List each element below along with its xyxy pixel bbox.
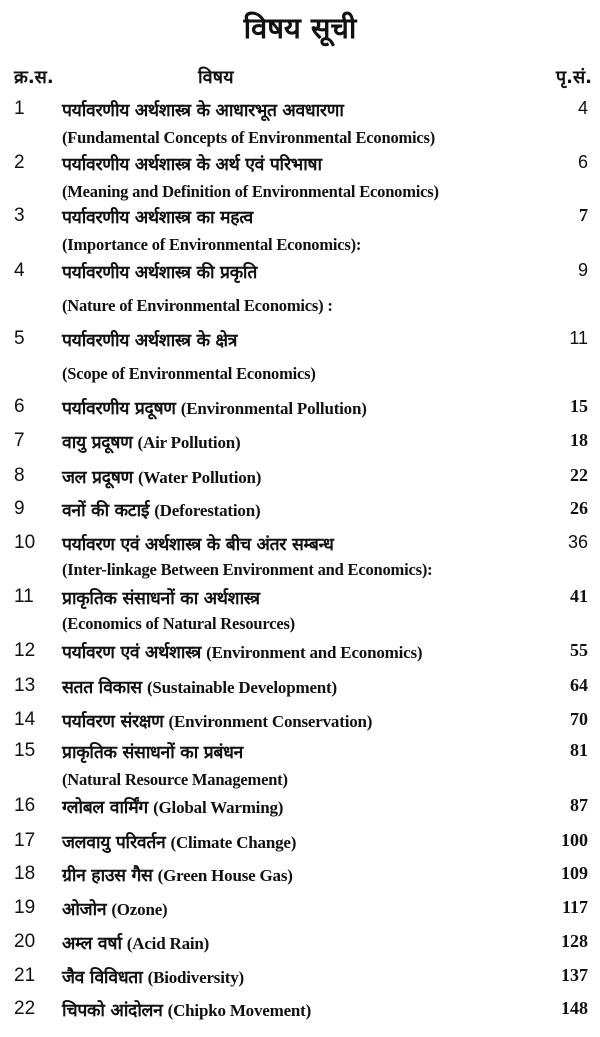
entry-page-number: 109 bbox=[561, 863, 588, 883]
entry-english-subtitle: (Nature of Environmental Economics) : bbox=[62, 296, 333, 315]
entry-hindi-title: वायु प्रदूषण bbox=[62, 433, 133, 453]
entry-hindi-title: पर्यावरण एवं अर्थशास्त्र के बीच अंतर सम्बन्ध bbox=[62, 535, 334, 555]
entry-title bbox=[62, 205, 253, 229]
entry-title bbox=[62, 897, 168, 921]
entry-page-number: 70 bbox=[570, 709, 588, 729]
entry-english-title: (Acid Rain) bbox=[126, 934, 210, 953]
entry-hindi-title: ग्लोबल वार्मिंग bbox=[62, 798, 148, 818]
entry-number: 16 bbox=[14, 795, 36, 816]
entry-number: 1 bbox=[14, 98, 25, 119]
entry-title bbox=[62, 965, 244, 989]
entry-english-title: (Environment and Economics) bbox=[206, 643, 423, 662]
entry-number: 11 bbox=[14, 586, 34, 607]
entry-title bbox=[62, 795, 283, 819]
entry-number: 22 bbox=[14, 998, 36, 1019]
entry-title bbox=[62, 152, 322, 176]
entry-title bbox=[62, 532, 334, 556]
entry-page-number: 128 bbox=[561, 931, 588, 951]
entry-hindi-title: चिपको आंदोलन bbox=[62, 1001, 163, 1021]
entry-page-number: 36 bbox=[567, 532, 588, 552]
header-page: पृ.सं. bbox=[555, 67, 592, 88]
entry-hindi-title: प्राकृतिक संसाधनों का अर्थशास्त्र bbox=[62, 589, 260, 609]
entry-page-number: 55 bbox=[570, 640, 588, 660]
entry-title bbox=[62, 586, 260, 610]
entry-number: 10 bbox=[14, 532, 36, 553]
header-topic: विषय bbox=[198, 67, 234, 88]
entry-number: 15 bbox=[14, 740, 36, 761]
entry-page-number: 41 bbox=[570, 586, 588, 606]
entry-hindi-title: पर्यावरणीय अर्थशास्त्र के अर्थ एवं परिभाषा bbox=[62, 155, 322, 175]
entry-number: 3 bbox=[14, 205, 25, 226]
header-number: क्र.स. bbox=[14, 67, 54, 88]
entry-page-number: 81 bbox=[570, 740, 588, 760]
entry-page-number: 26 bbox=[570, 498, 588, 518]
entry-number: 6 bbox=[14, 396, 25, 417]
entry-page-number: 7 bbox=[579, 205, 588, 225]
entry-title bbox=[62, 863, 293, 887]
entry-english-subtitle: (Natural Resource Management) bbox=[62, 770, 288, 789]
entry-hindi-title: पर्यावरणीय प्रदूषण bbox=[62, 399, 176, 419]
entry-english-subtitle: (Economics of Natural Resources) bbox=[62, 614, 295, 633]
entry-page-number: 148 bbox=[561, 998, 588, 1018]
entry-page-number: 100 bbox=[561, 830, 588, 850]
entry-title bbox=[62, 675, 337, 699]
entry-english-subtitle: (Meaning and Definition of Environmental Economics) bbox=[62, 182, 439, 201]
entry-title bbox=[62, 430, 240, 454]
entry-number: 8 bbox=[14, 465, 25, 486]
entry-page-number: 6 bbox=[577, 152, 588, 172]
entry-english-title: (Biodiversity) bbox=[147, 968, 244, 987]
entry-number: 19 bbox=[14, 897, 36, 918]
entry-title bbox=[62, 998, 311, 1022]
entry-title bbox=[62, 260, 257, 284]
entry-title bbox=[62, 396, 367, 420]
entry-number: 20 bbox=[14, 931, 36, 952]
entry-hindi-title: जैव विविधता bbox=[62, 968, 143, 988]
entry-title bbox=[62, 709, 372, 733]
entry-number: 2 bbox=[14, 152, 25, 173]
entry-page-number: 64 bbox=[570, 675, 588, 695]
entry-english-title: (Global Warming) bbox=[153, 798, 284, 817]
entry-title bbox=[62, 830, 296, 854]
entry-page-number: 4 bbox=[577, 98, 588, 118]
entry-title bbox=[62, 98, 344, 122]
entry-page-number: 117 bbox=[561, 897, 588, 917]
entry-english-title: (Sustainable Development) bbox=[146, 678, 337, 697]
entry-english-subtitle: (Fundamental Concepts of Environmental Economics) bbox=[62, 128, 436, 147]
entry-number: 12 bbox=[14, 640, 36, 661]
entry-english-subtitle: (Scope of Environmental Economics) bbox=[62, 364, 316, 383]
entry-title bbox=[62, 931, 209, 955]
entry-hindi-title: पर्यावरणीय अर्थशास्त्र के क्षेत्र bbox=[62, 331, 238, 351]
entry-hindi-title: पर्यावरणीय अर्थशास्त्र की प्रकृति bbox=[62, 263, 258, 283]
entry-page-number: 11 bbox=[569, 328, 588, 348]
entry-hindi-title: पर्यावरण संरक्षण bbox=[62, 712, 164, 732]
entry-english-title: (Climate Change) bbox=[170, 833, 297, 852]
entry-hindi-title: प्राकृतिक संसाधनों का प्रबंधन bbox=[62, 743, 243, 763]
entry-number: 18 bbox=[14, 863, 36, 884]
entry-number: 4 bbox=[14, 260, 25, 281]
entry-hindi-title: जल प्रदूषण bbox=[62, 468, 133, 488]
entry-page-number: 9 bbox=[577, 260, 588, 280]
entry-hindi-title: सतत विकास bbox=[62, 678, 142, 698]
entry-number: 7 bbox=[14, 430, 25, 451]
entry-english-subtitle: (Importance of Environmental Economics): bbox=[62, 235, 362, 254]
entry-number: 5 bbox=[14, 328, 25, 349]
entry-title bbox=[62, 328, 237, 352]
entry-english-title: (Ozone) bbox=[111, 900, 168, 919]
entry-title bbox=[62, 740, 243, 764]
entry-title bbox=[62, 498, 260, 522]
entry-hindi-title: पर्यावरणीय अर्थशास्त्र के आधारभूत अवधारणा bbox=[62, 101, 344, 121]
entry-english-title: (Environment Conservation) bbox=[168, 712, 373, 731]
entry-hindi-title: पर्यावरण एवं अर्थशास्त्र bbox=[62, 643, 202, 663]
entry-number: 21 bbox=[14, 965, 36, 986]
entry-page-number: 22 bbox=[570, 465, 588, 485]
entry-english-title: (Green House Gas) bbox=[157, 866, 293, 885]
entry-number: 14 bbox=[14, 709, 36, 730]
entry-english-title: (Air Pollution) bbox=[137, 433, 241, 452]
entry-hindi-title: पर्यावरणीय अर्थशास्त्र का महत्व bbox=[62, 208, 253, 228]
entry-hindi-title: अम्ल वर्षा bbox=[62, 934, 122, 954]
entry-english-subtitle: (Inter-linkage Between Environment and Economics): bbox=[62, 560, 433, 579]
entry-number: 17 bbox=[14, 830, 36, 851]
entry-page-number: 18 bbox=[570, 430, 588, 450]
entry-english-title: (Chipko Movement) bbox=[167, 1001, 312, 1020]
entry-hindi-title: ओजोन bbox=[62, 900, 107, 920]
entry-title bbox=[62, 640, 422, 664]
entry-hindi-title: जलवायु परिवर्तन bbox=[62, 833, 166, 853]
entry-page-number: 87 bbox=[570, 795, 588, 815]
entry-english-title: (Water Pollution) bbox=[137, 468, 262, 487]
entry-hindi-title: वनों की कटाई bbox=[62, 501, 150, 521]
page-title: विषय सूची bbox=[243, 11, 357, 45]
entry-hindi-title: ग्रीन हाउस गैस bbox=[62, 866, 153, 886]
entry-english-title: (Environmental Pollution) bbox=[180, 399, 367, 418]
entry-number: 9 bbox=[14, 498, 25, 519]
entry-number: 13 bbox=[14, 675, 36, 696]
entry-page-number: 137 bbox=[561, 965, 588, 985]
entry-page-number: 15 bbox=[570, 396, 588, 416]
entry-title bbox=[62, 465, 261, 489]
entry-english-title: (Deforestation) bbox=[154, 501, 261, 520]
